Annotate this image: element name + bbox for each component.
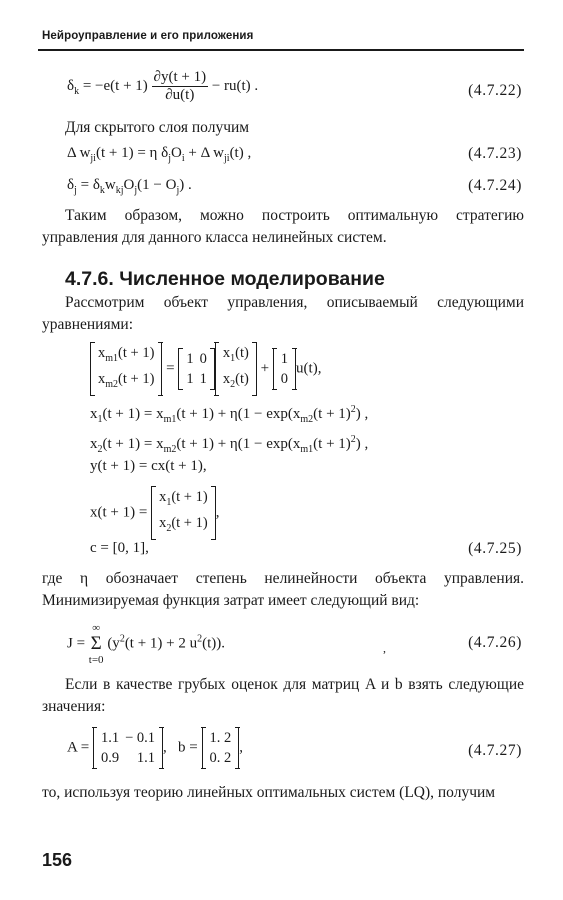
- eq22-mid: = −e(t + 1): [79, 77, 148, 94]
- a-estimate-matrix: [93, 727, 163, 769]
- x-state-vector: $x_1(t + 1)$ $x_2(t + 1)$: [151, 486, 216, 540]
- y-equation: y(t + 1) = cx(t + 1),: [90, 458, 207, 474]
- eq22-fraction: [152, 69, 209, 104]
- equation-4-7-24: $\delta_j = \delta_kw_{kj}O_j(1 - O_j)$ .: [67, 177, 192, 196]
- a-est-21: 0.9: [100, 750, 120, 766]
- eq23-part3: + Δ w: [184, 145, 224, 161]
- running-header: Нейроуправление и его приложения: [42, 30, 254, 42]
- paragraph-optimal-strategy: Таким образом, можно построить оптимальную стратегию управления для данного класса нелинейных систем.: [42, 207, 524, 246]
- eq22-delta: δ: [67, 77, 75, 94]
- eq24-part3: ) .: [179, 177, 192, 193]
- eqno-4-7-24: (4.7.24): [468, 177, 522, 194]
- b-est-1: 1. 2: [209, 730, 232, 746]
- x2-label: x: [222, 370, 231, 387]
- eq22-denominator: ∂u(t): [165, 87, 195, 103]
- j-body: (y: [107, 635, 120, 652]
- a-22: 1: [199, 370, 207, 387]
- b-vector: [273, 348, 296, 390]
- eqno-4-7-23: (4.7.23): [468, 145, 522, 162]
- equation-4-7-26: J = ∞ Σ t=0 ($y^2(t + 1) + 2$ $u^2(t)$).: [67, 622, 226, 666]
- x-vector: $x_1(t)$ $x_2(t)$: [215, 342, 257, 396]
- x1-eq-label: x: [90, 406, 98, 422]
- eq23-delta-w: Δ w: [67, 145, 91, 161]
- j-left: J =: [67, 635, 86, 652]
- equation-4-7-23: Δ $w_{ji}(t + 1) = \eta$ $\delta_jO_i + \Delta$ $w_{ji}(t)$ ,: [67, 145, 252, 164]
- x-vector-equation: x(t + 1) = $x_1(t + 1)$ $x_2(t + 1)$ ,: [90, 486, 219, 540]
- a-12: 0: [199, 350, 207, 367]
- eq23-part: (t + 1) = η δ: [95, 145, 169, 161]
- paragraph-hidden-layer: Для скрытого слоя получим: [65, 119, 250, 136]
- section-title: 4.7.6. Численное моделирование: [65, 268, 385, 290]
- x1-equation: $x_1(t + 1) = x_{m1}(t + 1) + \eta(1 - \exp(x_{m2}(t + 1)^2)$ ,: [90, 404, 369, 425]
- eq22-numerator: ∂y(t + 1): [153, 69, 207, 85]
- a-21: 1: [186, 370, 194, 387]
- a-11: 1: [186, 350, 194, 367]
- eq24-delta: δ: [67, 177, 75, 193]
- sum-lower: t=0: [88, 654, 104, 666]
- eq22-right: − ru(t) .: [208, 77, 259, 94]
- eqno-4-7-22: (4.7.22): [468, 82, 522, 99]
- xvec-left: x(t + 1) =: [90, 504, 148, 521]
- eq24-w: w: [104, 177, 116, 193]
- state-space-equation: $x_{m1}(t + 1)$ $x_{m2}(t + 1)$ = 1 0 1 1 $x_1(t)$ $x_2(t)$ + 1 0 u(t),: [90, 342, 321, 396]
- eq24-part: = δ: [76, 177, 100, 193]
- state-tail: u(t),: [296, 360, 322, 377]
- eq24-part2: (1 − O: [137, 177, 177, 193]
- paragraph-estimates: Если в качестве грубых оценок для матриц A и b взять следующие значения:: [42, 676, 524, 715]
- a-est-11: 1.1: [100, 730, 120, 746]
- c-equation: c = [0, 1],: [90, 540, 149, 556]
- paragraph-lq: то, используя теорию линейных оптимальных систем (LQ), получим: [42, 784, 496, 801]
- equation-4-7-22: $\delta_k = -e(t + 1)$ $\frac{\partial y(t + 1)}{\partial u(t)}$ − ru(t) .: [67, 69, 259, 103]
- xm2-label: x: [98, 370, 106, 387]
- x1-label: x: [222, 345, 231, 361]
- eq23-part2: O: [171, 145, 182, 161]
- eqno-4-7-27: (4.7.27): [468, 742, 522, 759]
- b-est-2: 0. 2: [209, 750, 232, 766]
- x2-equation: $x_2(t + 1) = x_{m2}(t + 1) + \eta(1 - \exp(x_{m1}(t + 1)^2)$ ,: [90, 434, 369, 455]
- header-rule: [38, 49, 524, 51]
- eq23-part4: (t) ,: [229, 145, 252, 161]
- a-est-22: 1.1: [136, 750, 156, 766]
- a-est-12: − 0.1: [125, 730, 156, 746]
- paragraph-eta: где η обозначает степень нелинейности объекта управления. Минимизируемая функция затрат имеет следующий вид:: [42, 570, 524, 609]
- eqno-4-7-25: (4.7.25): [468, 540, 522, 557]
- b-2: 0: [280, 370, 289, 387]
- xm1-label: x: [98, 345, 106, 361]
- xm-vector: $x_{m1}(t + 1)$ $x_{m2}(t + 1)$: [90, 342, 162, 396]
- eq24-o: O: [123, 177, 135, 193]
- sum-upper: ∞: [92, 622, 101, 634]
- sum-symbol: ∞ Σ t=0: [88, 622, 104, 666]
- b-1: 1: [280, 350, 289, 367]
- stray-mark: ,: [383, 641, 386, 655]
- x2-eq-label: x: [90, 436, 98, 452]
- a-matrix: [178, 348, 215, 390]
- page-number: 156: [42, 850, 73, 870]
- eqno-4-7-26: (4.7.26): [468, 634, 522, 651]
- equation-4-7-27: A = 1.1 − 0.1 0.9 1.1 , b = 1. 2 0. 2 ,: [67, 727, 243, 769]
- b-estimate-vector: [202, 727, 240, 769]
- paragraph-control-object: Рассмотрим объект управления, описываемый следующими уравнениями:: [42, 294, 524, 333]
